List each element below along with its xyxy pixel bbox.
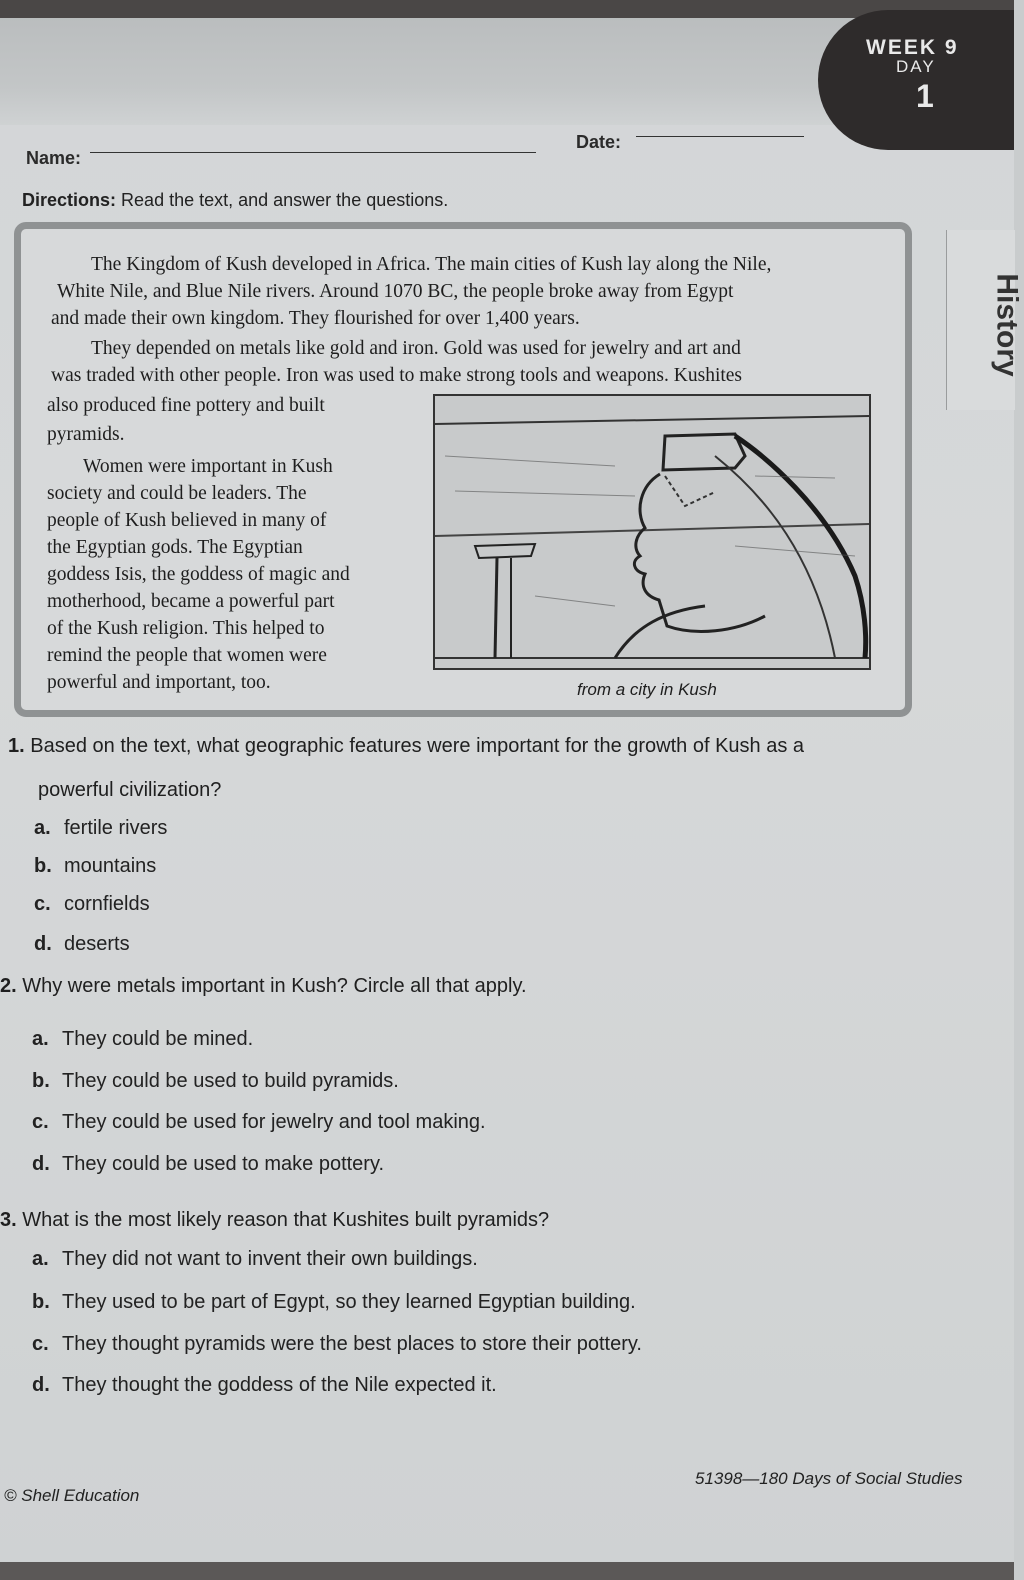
passage-line: was traded with other people. Iron was used to make strong tools and weapons. Kushites	[51, 365, 743, 386]
directions-label: Directions:	[22, 190, 117, 210]
day-number: 1	[916, 78, 934, 114]
q3-option-b[interactable]: b. They used to be part of Egypt, so they learned Egyptian building.	[32, 1291, 636, 1313]
passage-line: remind the people that women were	[47, 645, 327, 666]
q3-option-a[interactable]: a. They did not want to invent their own buildings.	[32, 1248, 478, 1270]
date-field[interactable]	[636, 136, 804, 137]
q2-option-b[interactable]: b. They could be used to build pyramids.	[32, 1070, 399, 1092]
q2-option-d[interactable]: d. They could be used to make pottery.	[32, 1153, 385, 1175]
week-day-tab	[818, 10, 1014, 150]
subject-side-tab	[946, 230, 1024, 410]
passage-line: powerful and important, too.	[47, 672, 271, 693]
day-label: DAY	[896, 57, 936, 76]
question-3	[0, 1209, 549, 1232]
date-label: Date:	[576, 132, 622, 152]
kush-relief-image	[433, 394, 871, 670]
q3-option-c[interactable]: c. They thought pyramids were the best places to store their pottery.	[32, 1333, 642, 1355]
directions	[22, 190, 448, 211]
passage-line: motherhood, became a powerful part	[47, 591, 335, 612]
image-caption: from a city in Kush	[577, 680, 717, 699]
subject-label: History	[990, 273, 1024, 377]
question-text: Based on the text, what geographic features were important for the growth of Kush as a	[30, 735, 805, 757]
q1-option-c[interactable]: c. cornfields	[34, 893, 150, 915]
footer-copyright: © Shell Education	[4, 1486, 140, 1505]
question-text: What is the most likely reason that Kushites built pyramids?	[22, 1209, 550, 1231]
passage-line: of the Kush religion. This helped to	[47, 618, 325, 639]
q2-option-a[interactable]: a. They could be mined.	[32, 1028, 254, 1050]
footer-book-title: 51398—180 Days of Social Studies	[695, 1469, 963, 1488]
passage-line: White Nile, and Blue Nile rivers. Around 1070 BC, the people broke away from Egypt	[57, 281, 734, 302]
question-number: 2.	[0, 975, 17, 997]
passage-line: Women were important in Kush	[83, 456, 333, 477]
passage-line: pyramids.	[47, 424, 125, 445]
passage-line: society and could be leaders. The	[47, 483, 307, 504]
q1-option-a[interactable]: a. fertile rivers	[34, 817, 168, 839]
q3-option-d[interactable]: d. They thought the goddess of the Nile expected it.	[32, 1374, 497, 1396]
question-text: Why were metals important in Kush? Circle all that apply.	[22, 975, 527, 997]
passage-line: goddess Isis, the goddess of magic and	[47, 564, 350, 585]
question-number: 1.	[8, 735, 25, 757]
question-number: 3.	[0, 1209, 17, 1231]
q2-option-c[interactable]: c. They could be used for jewelry and tool making.	[32, 1111, 486, 1133]
passage-line: The Kingdom of Kush developed in Africa. The main cities of Kush lay along the Nile,	[91, 254, 772, 275]
relief-carving-illustration	[435, 396, 869, 668]
passage-line: and made their own kingdom. They flourished for over 1,400 years.	[51, 308, 580, 329]
passage-line: They depended on metals like gold and iron. Gold was used for jewelry and art and	[91, 338, 741, 359]
reading-passage	[14, 222, 912, 717]
question-1-line2: powerful civilization?	[38, 779, 222, 801]
passage-line: also produced fine pottery and built	[47, 395, 325, 416]
bottom-dark-edge	[0, 1562, 1014, 1580]
directions-text: Read the text, and answer the questions.	[121, 190, 449, 210]
q1-option-d[interactable]: d. deserts	[34, 933, 130, 955]
week-label: WEEK 9	[866, 36, 959, 59]
name-label: Name:	[26, 148, 82, 168]
passage-line: the Egyptian gods. The Egyptian	[47, 537, 303, 558]
name-field[interactable]	[90, 152, 536, 153]
question-2	[0, 975, 527, 998]
question-1	[8, 735, 804, 758]
q1-option-b[interactable]: b. mountains	[34, 855, 157, 877]
passage-line: people of Kush believed in many of	[47, 510, 327, 531]
